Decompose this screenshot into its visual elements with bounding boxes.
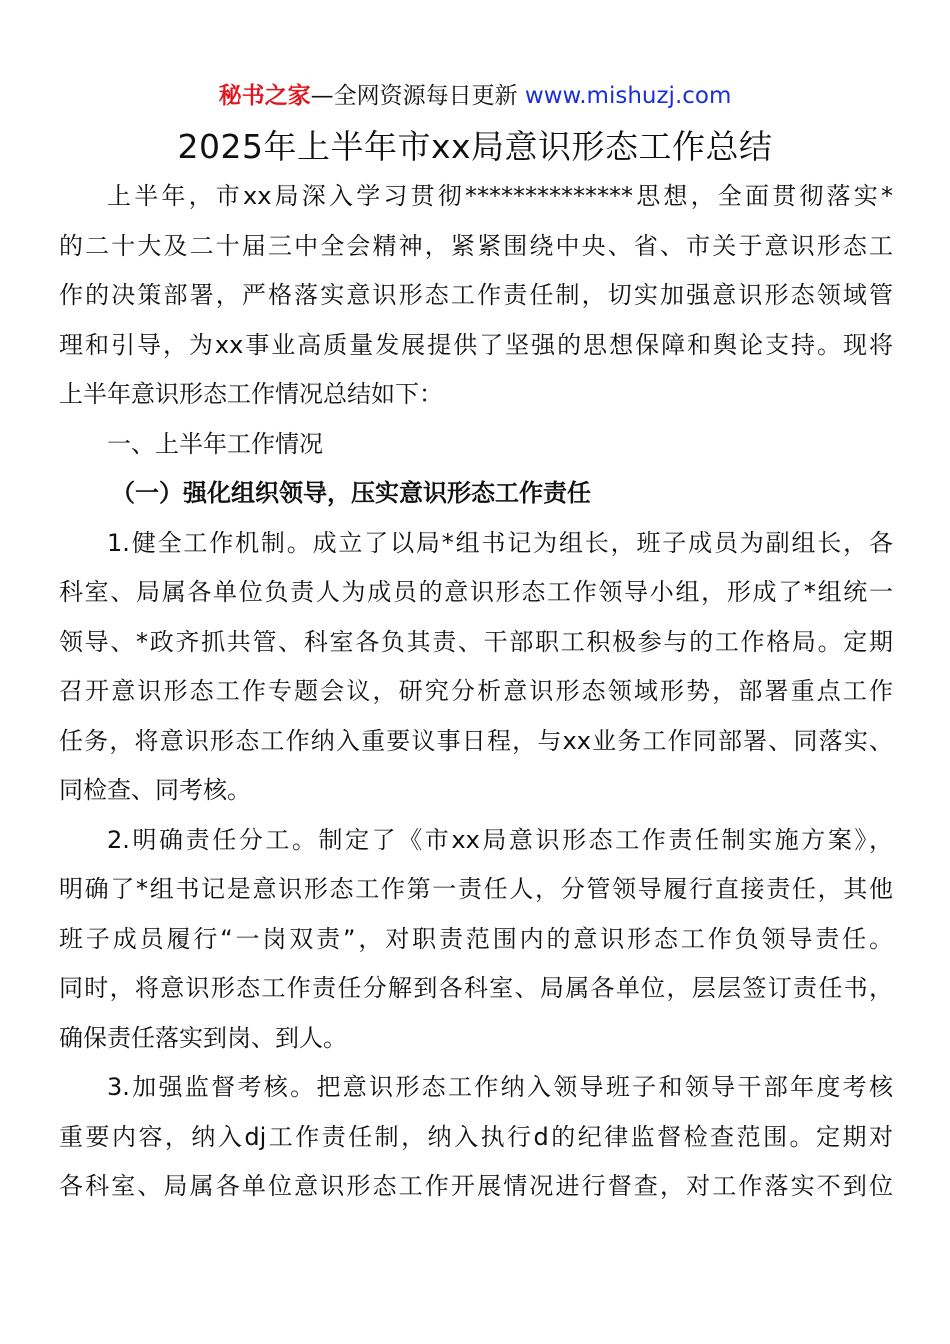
intro-line: 理和引导，为xx事业高质量发展提供了坚强的思想保障和舆论支持。现将 <box>59 330 893 359</box>
intro-line: 的二十大及二十届三中全会精神，紧紧围绕中央、省、市关于意识形态工 <box>59 231 893 260</box>
document-body <box>59 172 893 1212</box>
site-name: 秘书之家 <box>218 83 311 109</box>
item2-line: 2.明确责任分工。制定了《市xx局意识形态工作责任制实施方案》， <box>107 825 893 854</box>
item1-line: 召开意识形态工作专题会议，研究分析意识形态领域形势，部署重点工作 <box>59 677 893 705</box>
item3-line: 3.加强监督考核。把意识形态工作纳入领导班子和领导干部年度考核 <box>107 1073 893 1101</box>
site-header <box>0 80 950 112</box>
item1-line: 科室、局属各单位负责人为成员的意识形态工作领导小组，形成了*组统一 <box>59 578 893 606</box>
item2-line: 明确了*组书记是意识形态工作第一责任人，分管领导履行直接责任，其他 <box>59 875 893 903</box>
item1-line: 1.健全工作机制。成立了以局*组书记为组长，班子成员为副组长，各 <box>107 528 893 557</box>
site-slogan: —全网资源每日更新 <box>310 83 525 109</box>
item2-line: 班子成员履行“一岗双责”，对职责范围内的意识形态工作负领导责任。 <box>59 924 893 953</box>
item1-line: 任务，将意识形态工作纳入重要议事日程，与xx业务工作同部署、同落实、 <box>59 726 893 755</box>
section-heading: 一、上半年工作情况 <box>107 429 323 458</box>
item3-line: 重要内容，纳入dj工作责任制，纳入执行d的纪律监督检查范围。定期对 <box>59 1122 893 1151</box>
item1-line: 领导、*政齐抓共管、科室各负其责、干部职工积极参与的工作格局。定期 <box>59 627 893 656</box>
intro-line: 上半年，市xx局深入学习贯彻**************思想，全面贯彻落实* <box>107 182 893 210</box>
intro-line: 作的决策部署，严格落实意识形态工作责任制，切实加强意识形态领域管 <box>59 281 893 309</box>
intro-line: 上半年意识形态工作情况总结如下： <box>59 380 443 408</box>
item3-line: 各科室、局属各单位意识形态工作开展情况进行督查，对工作落实不到位 <box>59 1172 893 1200</box>
site-url-link[interactable]: www.mishuzj.com <box>524 83 732 109</box>
document-title: 2025年上半年市xx局意识形态工作总结 <box>177 127 773 166</box>
item1-line: 同检查、同考核。 <box>59 776 251 804</box>
item2-line: 同时，将意识形态工作责任分解到各科室、局属各单位，层层签订责任书， <box>59 974 893 1002</box>
item2-line: 确保责任落实到岗、到人。 <box>59 1023 347 1052</box>
subsection-heading: （一）强化组织领导，压实意识形态工作责任 <box>111 479 591 507</box>
